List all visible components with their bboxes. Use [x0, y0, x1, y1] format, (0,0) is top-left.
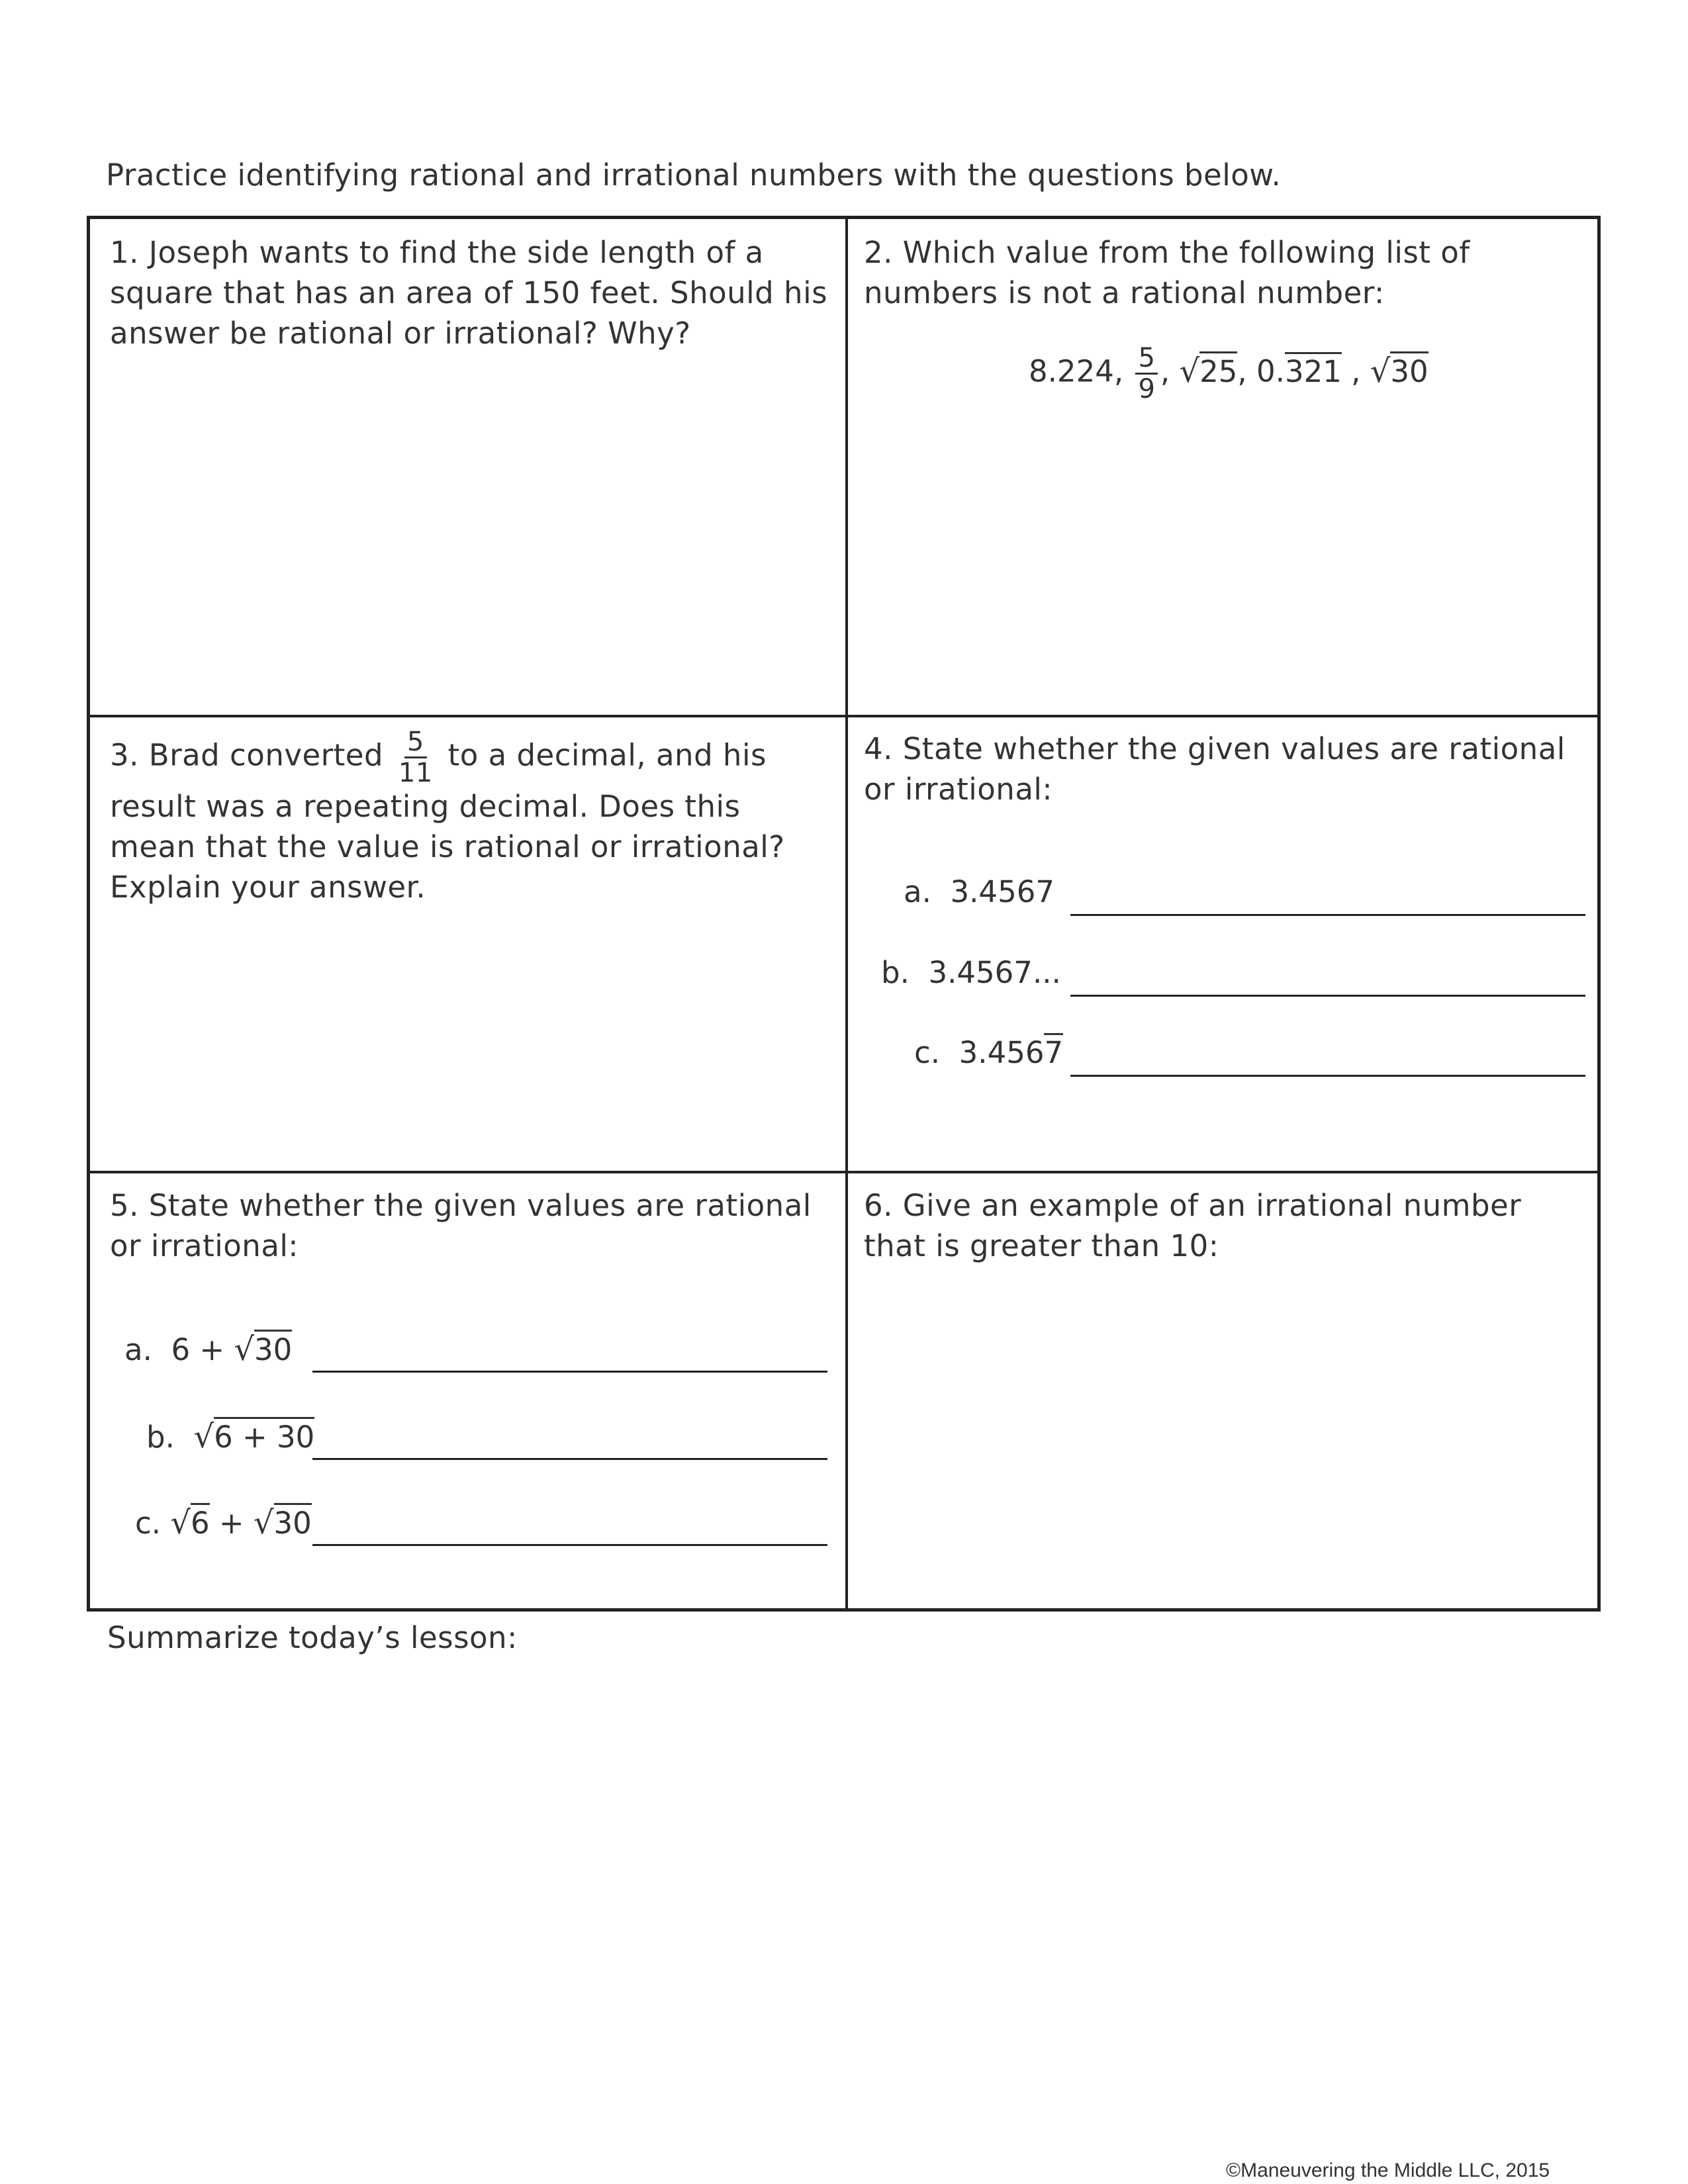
question-4-item-b: b. 3.4567...: [881, 955, 1061, 990]
question-5-item-c: c. √6 + √30: [135, 1504, 312, 1541]
answer-line-4b[interactable]: [1070, 968, 1585, 997]
question-4-text: 4. State whether the given values are rational or irrational:: [864, 731, 1566, 807]
question-4-item-c: c. 3.4567: [914, 1035, 1063, 1070]
question-4-item-a: a. 3.4567: [904, 874, 1055, 909]
question-5-text: 5. State whether the given values are rational or irrational:: [110, 1188, 812, 1263]
grid-divider-row-2: [90, 1171, 1597, 1173]
value-decimal: 8.224,: [1029, 353, 1124, 389]
answer-line-5b[interactable]: [312, 1432, 827, 1460]
value-sqrt-25: √25: [1179, 352, 1238, 390]
answer-line-4a[interactable]: [1070, 887, 1585, 916]
grid-divider-vertical: [845, 219, 848, 1608]
question-5-item-b: b. √6 + 30: [146, 1418, 315, 1455]
fraction-5-11: $\frac{5}{11}$: [398, 727, 433, 788]
value-fraction: $\frac{5}{9}$: [1135, 345, 1157, 402]
question-6-text: 6. Give an example of an irrational number that is greater than 10:: [864, 1188, 1522, 1263]
instructions: Practice identifying rational and irrational numbers with the questions below.: [106, 158, 1282, 193]
answer-line-4c[interactable]: [1070, 1048, 1585, 1077]
question-2-text: 2. Which value from the following list of numbers is not a rational number:: [864, 235, 1470, 310]
answer-line-5a[interactable]: [312, 1344, 827, 1373]
question-5-item-a: a. 6 + √30: [124, 1331, 293, 1368]
answer-line-5c[interactable]: [312, 1518, 827, 1546]
copyright-footer: ©Maneuvering the Middle LLC, 2015: [1226, 2160, 1550, 2181]
question-1-text: 1. Joseph wants to find the side length of a square that has an area of 150 feet. Should his answer be rational or irrational? Why?: [110, 235, 828, 351]
value-sqrt-30: √30: [1370, 352, 1429, 390]
question-grid: [87, 216, 1601, 1612]
summary-prompt: Summarize today’s lesson:: [107, 1620, 518, 1655]
question-2-number-list: 8.224, $\frac{5}{9}$ , √25, 0.321 , √30: [1029, 343, 1429, 404]
question-3-text: 3. Brad converted $\frac{5}{11}$ to a decimal, and his result was a repeating decimal. Does this mean that the value is rational or irrational? Explain your answer.: [110, 727, 785, 905]
grid-divider-row-1: [90, 715, 1597, 717]
value-repeating-decimal: 0.321: [1256, 352, 1342, 389]
